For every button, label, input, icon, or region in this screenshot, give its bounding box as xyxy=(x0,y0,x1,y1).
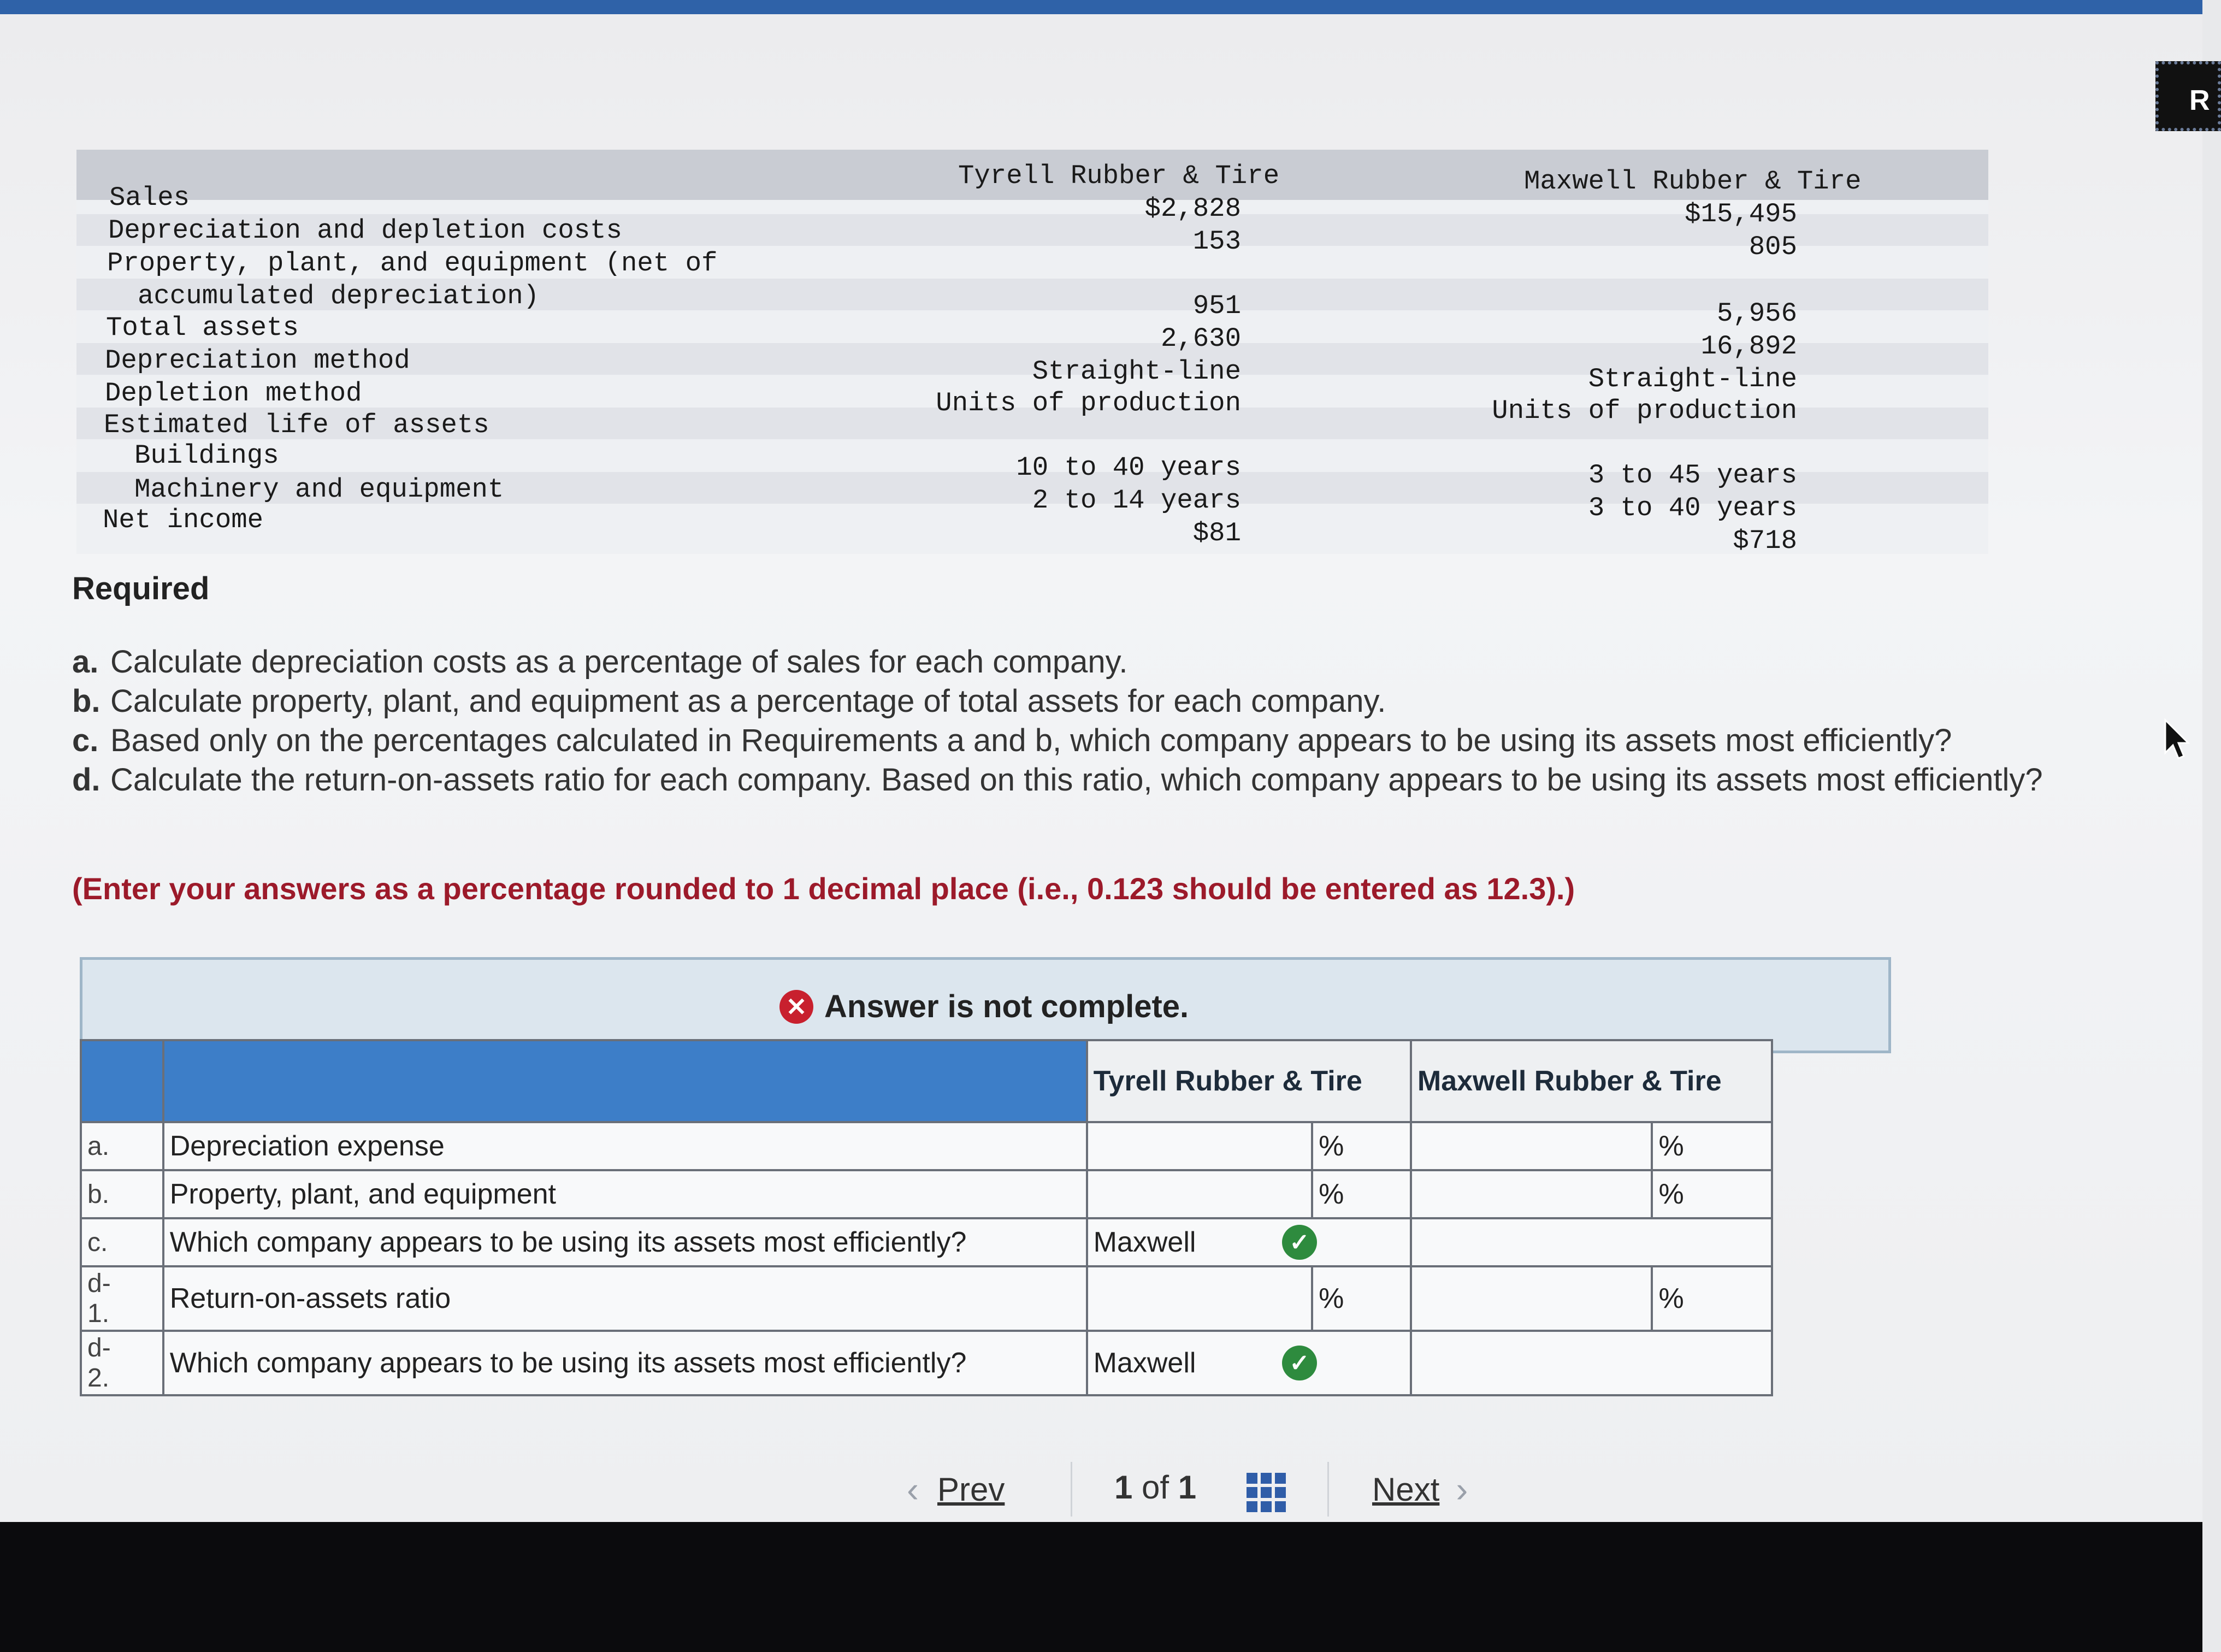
maxwell-value: 5,956 xyxy=(1716,298,1797,329)
maxwell-ppe-input[interactable] xyxy=(1417,1175,1648,1214)
answer-instruction: (Enter your answers as a percentage rounded to 1 decimal place (i.e., 0.123 should be entered as 12.3).) xyxy=(72,871,1575,906)
row-label: b. xyxy=(81,1170,163,1218)
error-x-icon: ✕ xyxy=(779,990,813,1024)
tyrell-value: 2,630 xyxy=(1160,323,1241,354)
corner-button[interactable]: R xyxy=(2155,61,2221,131)
requirement-text: Calculate depreciation costs as a percentage of sales for each company. xyxy=(110,644,1128,680)
requirement-letter: a. xyxy=(72,644,99,680)
requirements-list xyxy=(72,642,2093,800)
tyrell-value: $2,828 xyxy=(1144,193,1241,224)
maxwell-value: 16,892 xyxy=(1700,331,1797,362)
tyrell-value: 2 to 14 years xyxy=(1032,485,1241,516)
banner-text: Answer is not complete. xyxy=(824,989,1189,1024)
column-header-maxwell: Maxwell Rubber & Tire xyxy=(1411,1040,1772,1122)
requirement-letter: b. xyxy=(72,683,101,719)
check-icon: ✓ xyxy=(1282,1225,1317,1260)
row-label: Buildings xyxy=(134,440,279,471)
maxwell-value: Straight-line xyxy=(1588,364,1797,394)
column-header-tyrell: Tyrell Rubber & Tire xyxy=(958,161,1280,191)
tyrell-cell xyxy=(1087,1122,1313,1170)
empty-cell xyxy=(1411,1331,1772,1395)
maxwell-cell xyxy=(1411,1122,1652,1170)
header-blank xyxy=(81,1040,163,1122)
tyrell-depreciation-input[interactable] xyxy=(1094,1126,1308,1166)
company-select-c[interactable] xyxy=(1087,1218,1411,1266)
tyrell-value: Units of production xyxy=(936,388,1241,418)
selected-company: Maxwell xyxy=(1093,1226,1196,1258)
requirement-letter: d. xyxy=(72,762,101,798)
row-description: Property, plant, and equipment xyxy=(163,1170,1087,1218)
maxwell-value: 805 xyxy=(1749,232,1797,262)
maxwell-depreciation-input[interactable] xyxy=(1417,1126,1648,1166)
maxwell-value: 3 to 40 years xyxy=(1588,493,1797,523)
check-icon: ✓ xyxy=(1282,1346,1317,1380)
maxwell-value: $718 xyxy=(1733,526,1797,556)
of-label: of xyxy=(1142,1469,1169,1506)
mouse-cursor-icon xyxy=(2163,719,2190,763)
row-label: Depletion method xyxy=(105,378,362,409)
row-description: Which company appears to be using its assets most efficiently? xyxy=(163,1218,1087,1266)
requirement-item xyxy=(72,760,2055,800)
answer-table xyxy=(80,1039,1773,1396)
chevron-left-icon: ‹ xyxy=(907,1469,919,1509)
next-label: Next xyxy=(1372,1471,1440,1508)
tyrell-value: $81 xyxy=(1192,518,1241,548)
requirement-text: Calculate property, plant, and equipment as a percentage of total assets for each company. xyxy=(110,683,1386,719)
header-blank xyxy=(163,1040,1087,1122)
maxwell-value: $15,495 xyxy=(1685,199,1797,229)
tyrell-cell xyxy=(1087,1170,1313,1218)
tyrell-value: Straight-line xyxy=(1032,356,1241,387)
row-label: Estimated life of assets xyxy=(104,410,489,440)
row-label: accumulated depreciation) xyxy=(138,281,540,311)
row-label: Property, plant, and equipment (net of xyxy=(107,248,718,279)
total-pages: 1 xyxy=(1178,1469,1197,1506)
table-row xyxy=(81,1266,1772,1331)
question-grid-icon[interactable] xyxy=(1247,1473,1286,1512)
empty-cell xyxy=(1411,1218,1772,1266)
maxwell-roa-input[interactable] xyxy=(1417,1279,1648,1318)
row-label: d- 1. xyxy=(81,1266,163,1331)
tyrell-cell xyxy=(1087,1266,1313,1331)
column-header-maxwell: Maxwell Rubber & Tire xyxy=(1524,166,1862,197)
row-description: Which company appears to be using its assets most efficiently? xyxy=(163,1331,1087,1395)
divider xyxy=(1327,1462,1329,1517)
required-heading: Required xyxy=(72,571,210,606)
percent-unit: % xyxy=(1312,1170,1411,1218)
row-label: Net income xyxy=(103,505,264,535)
maxwell-value: Units of production xyxy=(1492,396,1797,426)
percent-unit: % xyxy=(1312,1122,1411,1170)
requirement-text: Calculate the return-on-assets ratio for each company. Based on this ratio, which company appears to be using its assets most efficiently? xyxy=(110,762,2043,798)
tyrell-value: 153 xyxy=(1192,226,1241,257)
row-label: Depreciation and depletion costs xyxy=(108,215,622,246)
column-header-tyrell: Tyrell Rubber & Tire xyxy=(1087,1040,1411,1122)
tyrell-value: 10 to 40 years xyxy=(1016,452,1241,483)
requirement-item xyxy=(72,642,2093,682)
top-bar xyxy=(0,0,2202,14)
row-label: a. xyxy=(81,1122,163,1170)
maxwell-value: 3 to 45 years xyxy=(1588,460,1797,491)
row-label: Depreciation method xyxy=(105,345,410,376)
maxwell-cell xyxy=(1411,1170,1652,1218)
requirement-item xyxy=(72,721,2093,760)
tyrell-roa-input[interactable] xyxy=(1094,1279,1308,1318)
requirement-text: Based only on the percentages calculated in Requirements a and b, which company appears to be using its assets most efficiently? xyxy=(110,723,1952,758)
table-row xyxy=(81,1170,1772,1218)
requirement-letter: c. xyxy=(72,723,99,758)
row-label: Machinery and equipment xyxy=(134,474,504,505)
requirement-item xyxy=(72,682,2093,721)
table-row xyxy=(81,1218,1772,1266)
row-description: Return-on-assets ratio xyxy=(163,1266,1087,1331)
row-label: Total assets xyxy=(106,312,299,343)
company-data-table xyxy=(76,150,1988,554)
percent-unit: % xyxy=(1652,1122,1772,1170)
prev-button[interactable] xyxy=(907,1468,1005,1510)
next-button[interactable] xyxy=(1372,1468,1468,1510)
selected-company: Maxwell xyxy=(1093,1347,1196,1379)
table-row xyxy=(81,1122,1772,1170)
percent-unit: % xyxy=(1312,1266,1411,1331)
percent-unit: % xyxy=(1652,1266,1772,1331)
chevron-right-icon: › xyxy=(1456,1469,1468,1509)
tyrell-value: 951 xyxy=(1192,291,1241,321)
row-label: Sales xyxy=(109,182,190,213)
row-label: c. xyxy=(81,1218,163,1266)
pagination xyxy=(907,1456,1508,1522)
current-page: 1 xyxy=(1114,1469,1133,1506)
tyrell-ppe-input[interactable] xyxy=(1094,1175,1308,1214)
maxwell-cell xyxy=(1411,1266,1652,1331)
prev-label: Prev xyxy=(937,1471,1005,1508)
divider xyxy=(1071,1462,1072,1517)
percent-unit: % xyxy=(1652,1170,1772,1218)
page-count xyxy=(1114,1468,1196,1506)
screen-bezel xyxy=(0,1522,2202,1652)
row-description: Depreciation expense xyxy=(163,1122,1087,1170)
table-row xyxy=(81,1331,1772,1395)
company-select-d2[interactable] xyxy=(1087,1331,1411,1395)
row-label: d- 2. xyxy=(81,1331,163,1395)
screen xyxy=(0,14,2210,1522)
banner-content xyxy=(779,988,1189,1025)
